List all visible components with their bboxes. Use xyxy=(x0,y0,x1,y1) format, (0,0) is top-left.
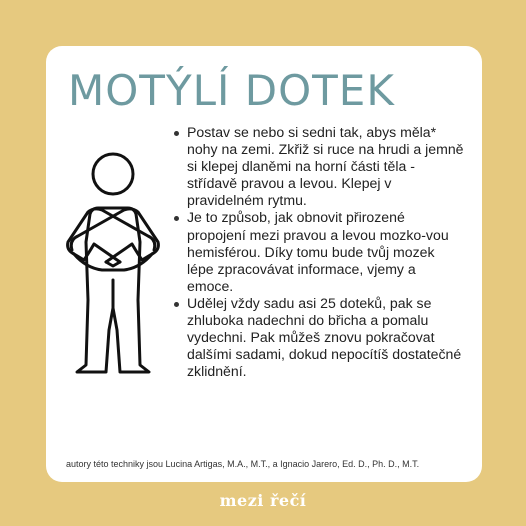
brand-logo: mezi řečí xyxy=(219,491,307,510)
credit-note: autory této techniky jsou Lucina Artigas, M.A., M.T., a Ignacio Jarero, Ed. D., Ph. D., M.T. xyxy=(66,459,420,469)
page-title: MOTÝLÍ DOTEK xyxy=(68,66,395,115)
list-item: Postav se nebo si sedni tak, abys měla* nohy na zemi. Zkřiž si ruce na hrudi a jemně si klepej dlaněmi na horní části těla - střídavě pravou a levou. Klepej v pravidelném rytmu. xyxy=(174,124,464,209)
instruction-list xyxy=(174,124,464,380)
list-item: Udělej vždy sadu asi 25 doteků, pak se zhluboka nadechni do břicha a pomalu vydechni. Pak můžeš znovu pokračovat dalšími sadami, dokud nepocítíš dostatečné zklidnění. xyxy=(174,295,464,380)
list-item: Je to způsob, jak obnovit přirozené propojení mezi pravou a levou mozko-vou hemisférou. Díky tomu bude tvůj mozek lépe zpracovávat informace, vjemy a emoce. xyxy=(174,209,464,294)
info-card xyxy=(46,46,482,482)
person-crossed-arms-icon xyxy=(66,150,160,380)
